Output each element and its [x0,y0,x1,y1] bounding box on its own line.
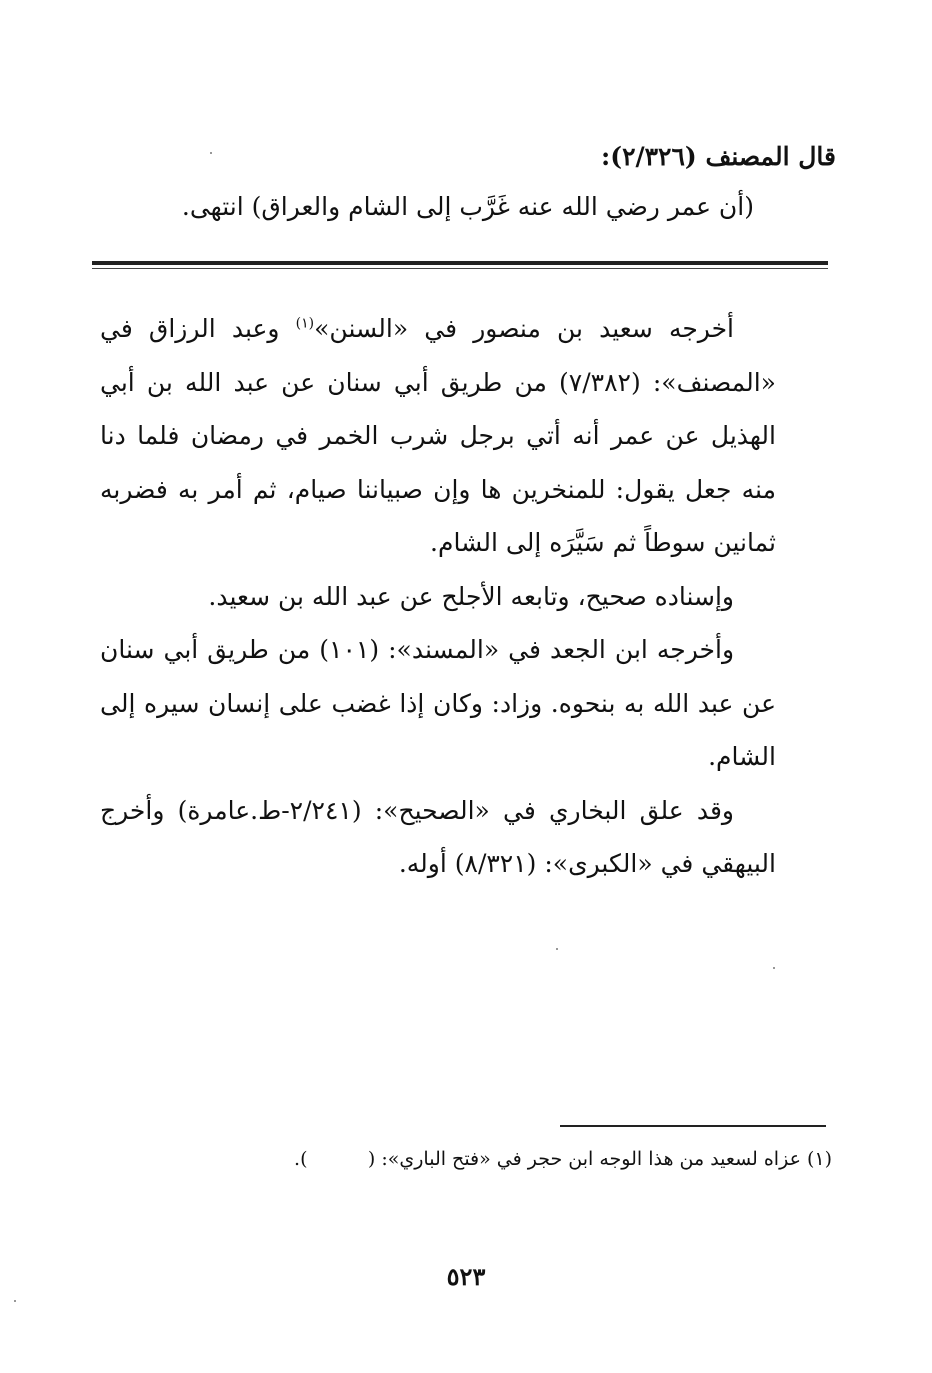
scan-speck [14,1300,16,1302]
commentary-body [100,302,776,891]
separator-rule-thick [92,261,828,265]
paragraph-3: وأخرجه ابن الجعد في «المسند»: (١٠١) من طريق أبي سنان عن عبد الله به بنحوه. وزاد: وكان إذا غضب على إنسان سيره إلى الشام. [100,635,776,771]
footnote-ref: (١) [295,315,315,332]
scan-speck [210,152,212,154]
section-heading: قال المصنف (٢/٣٢٦): [601,142,836,171]
paragraph-1-start: أخرجه سعيد بن منصور في «السنن» [314,314,734,343]
scan-speck [556,948,558,950]
paragraph-1-rest: وعبد الرزاق في «المصنف»: (٧/٣٨٢) من طريق أبي سنان عن عبد الله بن أبي الهذيل عن عمر أنه أتي برجل شرب الخمر في رمضان فلما دنا منه جعل يقول: للمنخرين ها وإن صبياننا صيام، ثم أمر به فضربه ثمانين سوطاً ثم سَيَّرَه إلى الشام. [100,314,776,557]
paragraph-4: وقد علق البخاري في «الصحيح»: (٢/٢٤١-ط.عامرة) وأخرج البيهقي في «الكبرى»: (٨/٣٢١) أوله. [100,795,776,878]
paragraph-1 [100,302,776,570]
paragraph-2: وإسناده صحيح، وتابعه الأجلح عن عبد الله بن سعيد. [208,581,734,611]
scan-speck [773,967,775,969]
quoted-statement: (أن عمر رضي الله عنه غَرَّب إلى الشام والعراق) انتهى. [181,192,754,221]
page-number: ٥٢٣ [446,1262,486,1291]
footnote-rule [560,1125,826,1127]
separator-rule-thin [92,268,828,269]
footnote-text: (١) عزاه لسعيد من هذا الوجه ابن حجر في «فتح الباري»: ( ). [294,1148,832,1170]
